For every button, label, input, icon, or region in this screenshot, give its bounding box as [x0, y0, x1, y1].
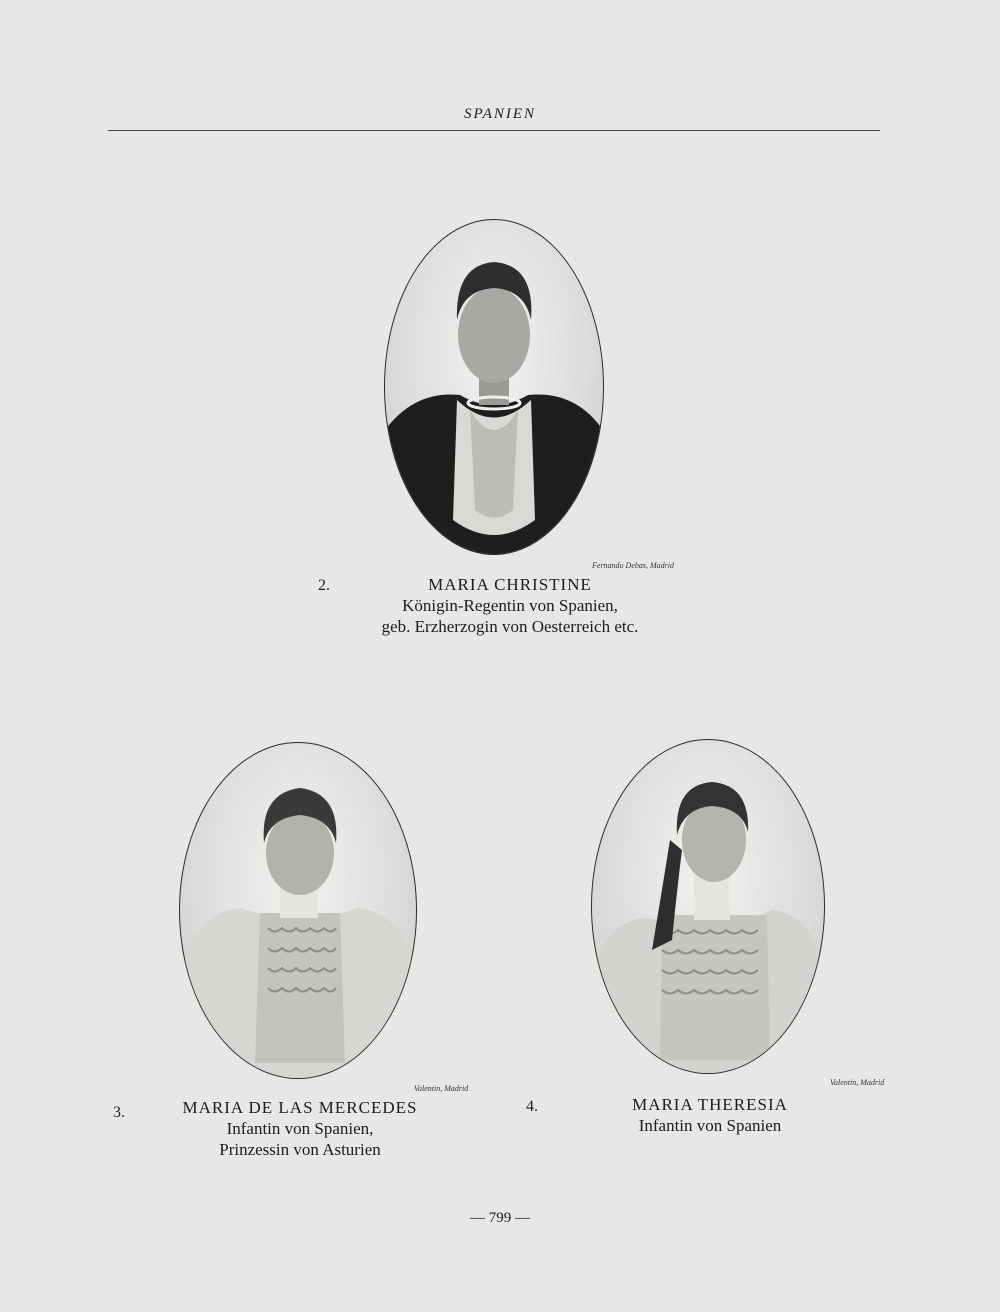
- caption-maria-christine: [300, 574, 720, 637]
- caption-line: Prinzessin von Asturien: [219, 1140, 381, 1159]
- portrait-photo-maria-theresia: [591, 739, 825, 1074]
- plate-number: 4.: [526, 1098, 538, 1115]
- page-number: — 799 —: [470, 1210, 530, 1226]
- caption-name: MARIA THERESIA: [632, 1095, 788, 1114]
- caption-line: geb. Erzherzogin von Oesterreich etc.: [381, 617, 639, 636]
- portrait-photo-maria-christine: [384, 219, 604, 555]
- photo-credit: Fernando Debas, Madrid: [592, 561, 674, 570]
- caption-maria-theresia: [560, 1094, 860, 1136]
- running-header: SPANIEN: [463, 106, 537, 122]
- portrait-photo-maria-de-las-mercedes: [179, 742, 417, 1079]
- caption-name: MARIA CHRISTINE: [428, 575, 592, 594]
- plate-number: 3.: [113, 1104, 125, 1121]
- caption-maria-de-las-mercedes: [150, 1097, 450, 1160]
- caption-line: Königin-Regentin von Spanien,: [402, 596, 618, 615]
- caption-line: Infantin von Spanien: [638, 1116, 782, 1135]
- caption-line: Infantin von Spanien,: [226, 1119, 374, 1138]
- caption-name: MARIA DE LAS MERCEDES: [182, 1098, 418, 1117]
- photo-credit: Valentin, Madrid: [830, 1078, 885, 1087]
- photo-credit: Valentin, Madrid: [414, 1084, 469, 1093]
- plate-number: 2.: [318, 577, 330, 594]
- header-rule: [108, 130, 880, 131]
